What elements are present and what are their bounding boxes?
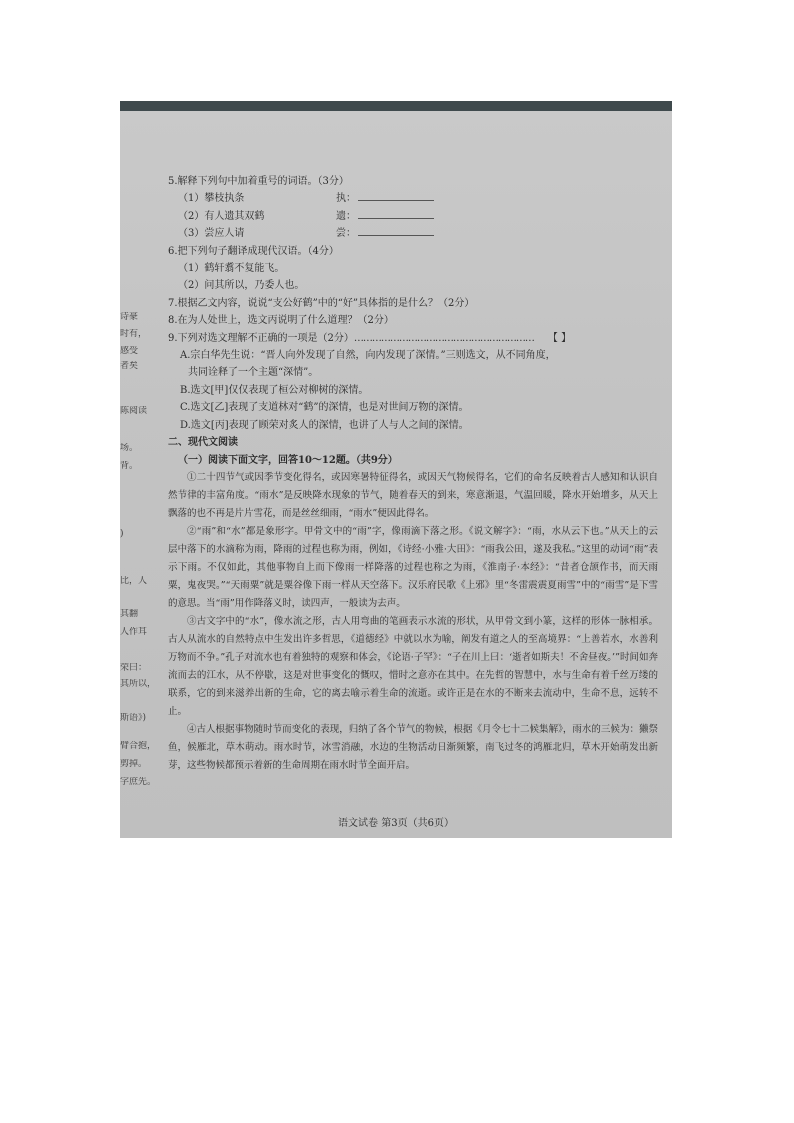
question-9-option-d: D.选文[丙]表现了顾荣对炙人的深情，也讲了人与人之间的深情。 bbox=[180, 419, 469, 431]
fragment-text: 感受 bbox=[120, 346, 139, 356]
answer-blank[interactable] bbox=[358, 208, 434, 219]
question-9-option-c: C.选文[乙]表现了支道林对“鹤”的深情，也是对世间万物的深情。 bbox=[180, 402, 469, 414]
page-footer: 语文试卷 第3页（共6页） bbox=[338, 818, 454, 829]
subsection-heading: （一）阅读下面文字，回答10～12题。（共9分） bbox=[178, 454, 398, 466]
fragment-text: 比，人 bbox=[120, 576, 148, 586]
question-8: 8.在为人处世上，选文丙说明了什么道理？（2分） bbox=[168, 315, 394, 327]
fragment-text: 场。 bbox=[120, 443, 139, 453]
question-7: 7.根据乙文内容，说说“支公好鹤”中的“好”具体指的是什么？（2分） bbox=[168, 297, 475, 309]
passage-paragraph-1: ①二十四节气或因季节变化得名，或因寒暑特征得名，或因天气物候得名，它们的命名反映着古人感知和认识自然节律的丰富角度。“雨水”是反映降水现象的节气，随着春天的到来，寒意渐退，气温回暖，降水开始增多，从天上飘落的也不再是片片雪花，而是丝丝细雨，“雨水”便因此得名。 bbox=[168, 471, 658, 519]
fragment-text: 人作耳 bbox=[120, 627, 148, 637]
fragment-text: 荣曰： bbox=[120, 663, 148, 673]
fragment-text: 字庶先。 bbox=[120, 777, 157, 787]
fragment-text: 时有， bbox=[120, 329, 148, 339]
fragment-text: 其翻 bbox=[120, 609, 139, 619]
passage-paragraph-3: ③古文字中的“水”，像水流之形，古人用弯曲的笔画表示水流的形状，从甲骨文到小篆，这样的形体一脉相承。古人从流水的自然特点中生发出许多哲思，《道德经》中就以水为喻，阐发有道之人的至高境界：“上善若水，水善利万物而不争。”孔子对流水也有着独特的观察和体会，《论语·子罕》：“子在川上曰：‘逝者如斯夫！不舍昼夜。’”时间如奔流而去的江水，从不停歇，这是对世事变化的慨叹，惜时之意亦在其中。在先哲的智慧中，水与生命有着千丝万缕的联系，它的到来滋养出新的生命，它的离去喻示着生命的流逝。或许正是在水的不断来去流动中，生命不息，远转不止。 bbox=[168, 615, 658, 717]
dot-leader: …………………………………………………… bbox=[353, 332, 534, 344]
fragment-text: 斯语》) bbox=[120, 713, 147, 723]
question-9: 9.下列对选文理解不正确的一项是（2分）…………………………………………………… 【 】 bbox=[168, 332, 572, 344]
section-heading: 二、现代文阅读 bbox=[168, 437, 238, 449]
passage-paragraph-4: ④古人根据事物随时节而变化的表现，归纳了各个节气的物候，根据《月令七十二候集解》，雨水的三候为：獭祭鱼，候雁北，草木萌动。雨水时节，冰雪消融，水边的生物活动日渐频繁，南飞过冬的鸿雁北归，草木开始萌发出新芽，这些物候都预示着新的生命周期在雨水时节全面开启。 bbox=[168, 723, 658, 771]
fragment-text: 陈阅读 bbox=[120, 406, 148, 416]
fragment-text: 背。 bbox=[120, 461, 139, 471]
passage-paragraph-2: ②“雨”和“水”都是象形字。甲骨文中的“雨”字，像雨滴下落之形。《说文解字》：“雨，水从云下也。”从天上的云层中落下的水滴称为雨，降雨的过程也称为雨，例如，《诗经·小雅·大田》：“雨我公田，遂及我私。”这里的动词“雨”表示下雨。不仅如此，其他事物自上而下像雨一样降落的过程也称之为雨，《淮南子·本经》：“昔者仓颉作书，而天雨粟，鬼夜哭。”“天雨粟”就是粟谷像下雨一样从天空落下。汉乐府民歌《上邪》里“冬雷震震夏雨雪”中的“雨雪”是下雪的意思。当“雨”用作降落义时，读四声，一般读为去声。 bbox=[168, 525, 658, 609]
photo-of-exam-page bbox=[120, 101, 672, 838]
fragment-text: ) bbox=[120, 529, 124, 539]
exam-paper bbox=[120, 111, 672, 838]
question-6: 6.把下列句子翻译成现代汉语。（4分） bbox=[168, 245, 339, 257]
question-5-item: （2）有人遗其双鹤 遗： bbox=[168, 208, 658, 225]
question-9-option-a-cont: 共同诠释了一个主题“深情”。 bbox=[188, 367, 319, 379]
question-6-item: （2）问其所以，乃委人也。 bbox=[178, 280, 305, 292]
answer-bracket[interactable]: 【 】 bbox=[547, 332, 572, 344]
question-6-item: （1）鹤轩翥不复能飞。 bbox=[178, 263, 285, 275]
fragment-text: 剪掉。 bbox=[120, 759, 148, 769]
exam-content bbox=[168, 173, 658, 775]
fragment-text: 其所以， bbox=[120, 679, 157, 689]
photo-background-edge bbox=[120, 101, 672, 111]
question-5: 5.解释下列句中加着重号的词语。（3分） bbox=[168, 176, 349, 187]
fragment-text: 臂合抱， bbox=[120, 741, 157, 751]
question-5-item: （3）尝应人请 尝： bbox=[168, 225, 658, 242]
question-9-option-b: B.选文[甲]仅仅表现了桓公对柳树的深情。 bbox=[180, 384, 369, 396]
fragment-text: 诗豪 bbox=[120, 312, 139, 322]
adjacent-page-fragments bbox=[120, 111, 160, 838]
fragment-text: 者矣 bbox=[120, 361, 139, 371]
question-9-option-a: A.宗白华先生说：“晋人向外发现了自然，向内发现了深情。”三则选文，从不同角度， bbox=[180, 350, 556, 362]
answer-blank[interactable] bbox=[358, 225, 434, 236]
answer-blank[interactable] bbox=[358, 190, 434, 201]
question-5-item: （1）攀枝执条 执： bbox=[168, 190, 658, 207]
